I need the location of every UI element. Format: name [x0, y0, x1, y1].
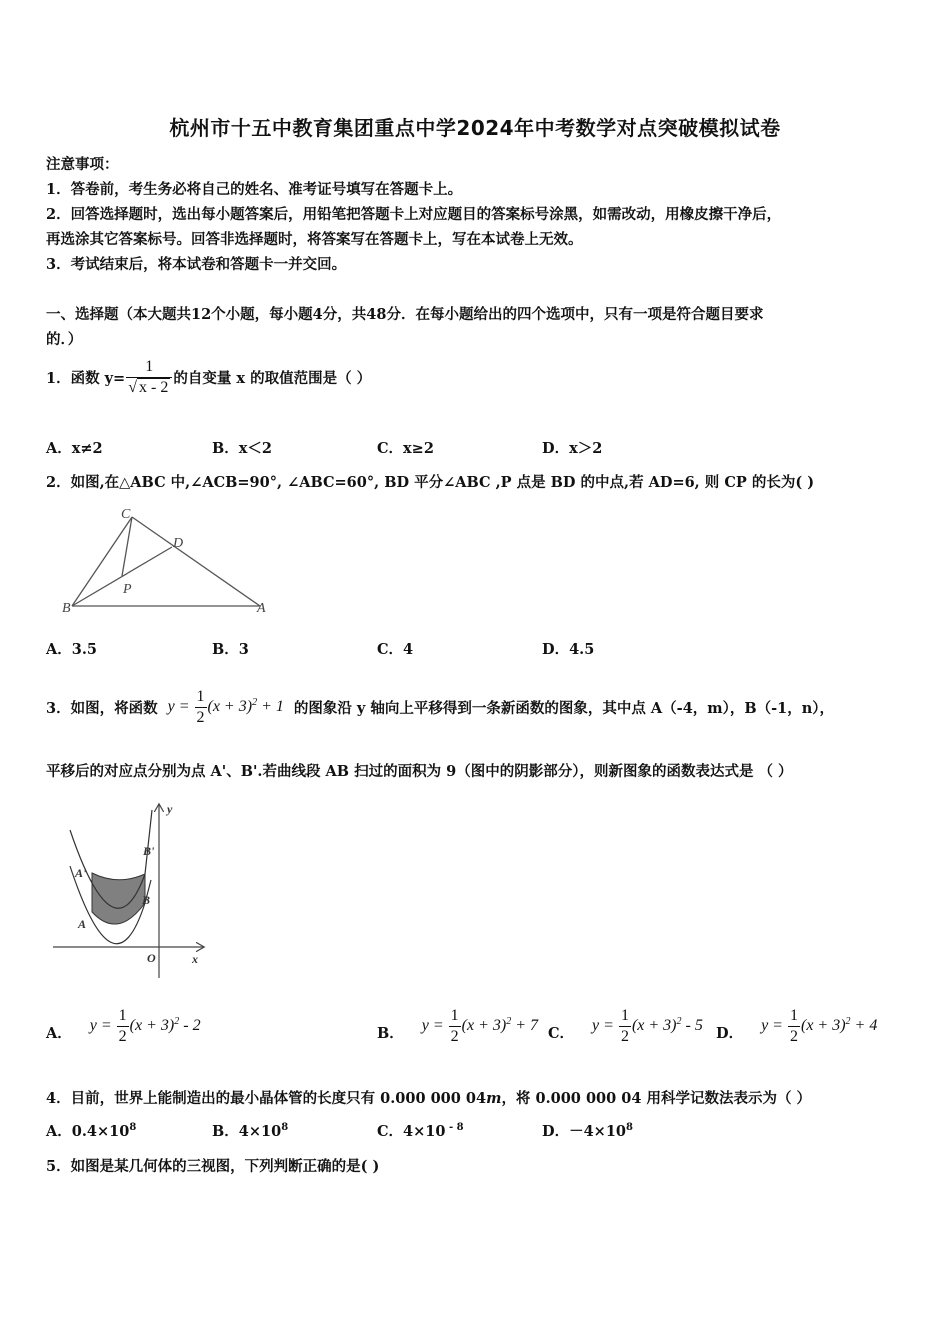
label-y: y [167, 802, 173, 816]
q3-option-c-letter: C． [548, 1025, 575, 1042]
label-c: C [121, 507, 131, 522]
q3-d-frac [788, 1006, 800, 1047]
q1-frac-den: √ x - 2 [128, 378, 169, 396]
q3-option-d[interactable] [716, 1003, 877, 1049]
q3-d-den: 2 [789, 1027, 798, 1045]
q1-suffix: 的自变量 x 的取值范围是（ ） [173, 369, 372, 387]
q4-a-base: A．0.4×10 [46, 1123, 130, 1140]
q3-option-a-expr [90, 1006, 201, 1047]
q4-option-c[interactable] [377, 1120, 464, 1141]
q4-d-exp: 8 [626, 1122, 633, 1134]
q3-lhs: y = [167, 697, 190, 715]
q2-option-c[interactable]: C．4 [377, 641, 414, 658]
q4-a-exp: 8 [129, 1122, 137, 1134]
section-heading: 一、选择题（本大题共12个小题，每小题4分，共48分．在每小题给出的四个选项中，只有一项是符合题目要求 [46, 306, 764, 323]
q3-frac [195, 687, 207, 728]
q3-suffix: 的图象沿 y 轴向上平移得到一条新函数的图象，其中点 A（-4，m），B（-1，n）， [293, 699, 835, 717]
label-a: A [257, 601, 266, 616]
q1-frac-num: 1 [126, 357, 172, 378]
notice-item-2: 2．回答选择题时，选出每小题答案后，用铅笔把答题卡上对应题目的答案标号涂黑，如需改动，用橡皮擦干净后， [46, 206, 782, 223]
q3-rhs: (x + 3) [207, 697, 253, 715]
question-2: 2．如图,在△ABC 中,∠ACB=90°, ∠ABC=60°, BD 平分∠ABC ,P 点是 BD 的中点,若 AD=6, 则 CP 的长为( ) [46, 474, 815, 491]
q3-c-den: 2 [620, 1027, 629, 1045]
q1-option-b[interactable]: B．x＜2 [212, 440, 272, 457]
q3-a-num: 1 [117, 1006, 129, 1027]
q3-a-lhs: y = [89, 1016, 112, 1034]
q3-c-frac [619, 1006, 631, 1047]
q4-option-a[interactable] [46, 1120, 136, 1141]
page-title: 杭州市十五中教育集团重点中学2024年中考数学对点突破模拟试卷 [169, 116, 781, 140]
q3-b-exp: 2 [506, 1015, 512, 1027]
q3-b-rhs: (x + 3) [461, 1016, 507, 1034]
question-4 [46, 1087, 811, 1108]
notice-heading: 注意事项： [46, 156, 119, 173]
shaded-area [92, 873, 145, 924]
q3-a-tail: - 2 [179, 1016, 201, 1034]
q3-a-rhs: (x + 3) [129, 1016, 175, 1034]
q3-frac-num: 1 [195, 687, 207, 708]
q3-option-a[interactable] [46, 1003, 201, 1049]
segment-bd [72, 547, 172, 606]
q3-tail: + 1 [257, 697, 284, 715]
q3-b-num: 1 [449, 1006, 461, 1027]
q3-frac-den: 2 [196, 708, 205, 726]
q3-c-rhs: (x + 3) [631, 1016, 677, 1034]
label-p: P [123, 582, 132, 597]
q1-option-d[interactable]: D．x＞2 [542, 440, 603, 457]
label-b-prime: B' [143, 844, 155, 858]
q4-stem-b: ，将 0.000 000 04 用科学记数法表示为（ ） [501, 1090, 812, 1107]
q1-prefix: 1．函数 y= [46, 369, 126, 387]
q3-option-c-expr [592, 1006, 703, 1047]
label-a: A [78, 917, 87, 931]
label-x: x [192, 952, 198, 966]
q3-option-c[interactable] [548, 1003, 703, 1049]
q4-stem-a: 4．目前，世界上能制造出的最小晶体管的长度只有 0.000 000 04 [46, 1090, 487, 1107]
label-d: D [173, 536, 184, 551]
q3-function [168, 687, 284, 728]
notice-item-2-cont: 再选涂其它答案标号。回答非选择题时，将答案写在答题卡上，写在本试卷上无效。 [46, 231, 583, 248]
q4-c-exp: - 8 [445, 1122, 464, 1134]
q4-b-exp: 8 [281, 1122, 289, 1134]
q1-fraction [126, 357, 172, 398]
q3-d-exp: 2 [845, 1015, 851, 1027]
segment-cp [122, 517, 132, 576]
q1-option-c[interactable]: C．x≥2 [377, 440, 434, 457]
section-heading-cont: 的．） [46, 331, 83, 348]
q3-c-exp: 2 [676, 1015, 682, 1027]
q3-c-num: 1 [619, 1006, 631, 1027]
label-a-prime: A' [75, 866, 87, 880]
q4-option-b[interactable] [212, 1120, 288, 1141]
q3-a-frac [117, 1006, 129, 1047]
q3-parabola-figure [48, 800, 218, 980]
q3-option-b[interactable] [377, 1003, 538, 1049]
q3-b-tail: + 7 [511, 1016, 539, 1034]
q3-d-num: 1 [788, 1006, 800, 1027]
q4-b-base: B．4×10 [212, 1123, 282, 1140]
q2-option-b[interactable]: B．3 [212, 641, 249, 658]
label-b: B [62, 601, 71, 616]
question-5: 5．如图是某几何体的三视图，下列判断正确的是( ) [46, 1158, 380, 1175]
q3-b-frac [449, 1006, 461, 1047]
q3-option-d-expr [761, 1006, 877, 1047]
q3-option-a-letter: A． [46, 1025, 72, 1042]
q3-option-b-expr [422, 1006, 538, 1047]
q4-d-base: D．－4×10 [542, 1123, 626, 1140]
q2-option-a[interactable]: A．3.5 [46, 641, 97, 658]
q4-option-d[interactable] [542, 1120, 633, 1141]
q3-d-lhs: y = [761, 1016, 783, 1034]
q4-c-base: C．4×10 [377, 1123, 446, 1140]
q3-b-lhs: y = [421, 1016, 444, 1034]
q3-b-den: 2 [450, 1027, 459, 1045]
q3-c-lhs: y = [592, 1016, 614, 1034]
notice-item-1: 1．答卷前，考生务必将自己的姓名、准考证号填写在答题卡上。 [46, 181, 463, 198]
q3-exp: 2 [252, 696, 258, 708]
label-b: B [142, 893, 151, 907]
label-o: O [147, 951, 156, 965]
q3-option-d-letter: D． [716, 1025, 744, 1042]
q3-d-tail: + 4 [850, 1016, 878, 1034]
q3-a-den: 2 [118, 1027, 127, 1045]
q3-c-tail: - 5 [681, 1016, 703, 1034]
q3-prefix: 3．如图，将函数 [46, 699, 158, 717]
q1-option-a[interactable]: A．x≠2 [46, 440, 103, 457]
question-3 [46, 672, 834, 742]
q2-option-d[interactable]: D．4.5 [542, 641, 595, 658]
question-1 [46, 352, 371, 402]
q3-option-b-letter: B． [377, 1025, 404, 1042]
q2-triangle-figure [60, 500, 275, 620]
q1-radicand: x - 2 [139, 378, 169, 396]
segment-ca [132, 517, 260, 606]
q4-unit: m [486, 1090, 502, 1107]
q3-a-exp: 2 [174, 1015, 180, 1027]
q3-d-rhs: (x + 3) [800, 1016, 846, 1034]
q3-stem-cont: 平移后的对应点分别为点 A'、B'.若曲线段 AB 扫过的面积为 9（图中的阴影部分），则新图象的函数表达式是 （ ） [46, 763, 793, 780]
notice-item-3: 3．考试结束后，将本试卷和答题卡一并交回。 [46, 256, 347, 273]
